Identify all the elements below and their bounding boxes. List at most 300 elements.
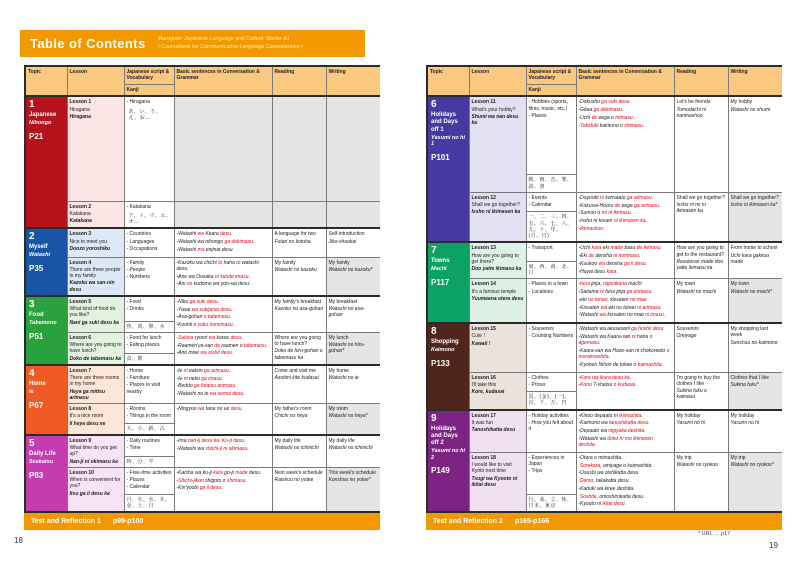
sentence-line xyxy=(579,470,672,476)
sentence-text: , takakatta desu. xyxy=(593,478,630,484)
contents-table xyxy=(24,65,380,513)
grammar-highlight: wa xyxy=(599,312,606,319)
writing-cell xyxy=(326,228,380,257)
lesson-row xyxy=(25,467,380,512)
sentence-text: eakon xyxy=(187,367,205,374)
sentence-text: . xyxy=(624,501,627,508)
sentence-line xyxy=(177,383,270,389)
vocabulary-item: - Katakana xyxy=(126,203,151,210)
script-cell xyxy=(124,296,174,333)
column-header-sentences: Basic sentences in Conversation & Grammar xyxy=(576,66,674,96)
sentences-cell xyxy=(174,257,272,296)
writing-english: From home to school xyxy=(730,245,778,252)
lesson-row xyxy=(427,452,782,512)
column-header-lesson: Lesson xyxy=(469,66,526,96)
sentence-text: -Uchi xyxy=(578,245,592,252)
reading-romaji: Watashi no ichinichi xyxy=(274,445,319,451)
lesson-row xyxy=(427,96,782,192)
sentence-text: jinja, xyxy=(589,281,603,288)
sentence-text: -Kaisha wa ku-ji xyxy=(176,469,214,476)
vocabulary-item: - Rooms xyxy=(126,406,146,412)
script-cell xyxy=(124,365,174,404)
lesson-row xyxy=(25,365,380,404)
sentence-line xyxy=(579,245,672,251)
reading-english: How are you going to get to the restaurant? xyxy=(676,245,725,258)
grammar-highlight: no xyxy=(186,281,193,288)
vocabulary-item: - Languages xyxy=(126,238,155,245)
sentence-text: . xyxy=(247,445,249,452)
topic-romaji: Nihongo xyxy=(29,120,52,127)
vocabulary-item: - Daily routines xyxy=(126,437,160,444)
vocabulary-item: - Places in a town xyxy=(528,281,568,288)
footer-label: Test and Reflection 1 xyxy=(31,518,101,525)
vocabulary-item: - Family xyxy=(126,259,145,266)
kanji-line: 月、火、水、木、金、土、日 xyxy=(125,494,174,512)
grammar-highlight: doko ni mo ikimasen deshita xyxy=(578,435,653,448)
sentence-text: . xyxy=(663,312,666,319)
lesson-title: What kind of food do you like? xyxy=(69,306,116,319)
grammar-highlight: ni sunde imasu xyxy=(214,273,249,280)
lesson-title: It's a famous temple xyxy=(471,288,517,295)
topic-name: Daily Life xyxy=(29,450,56,457)
sentence-line xyxy=(177,247,270,253)
reading-cell xyxy=(272,435,326,468)
sentence-text: . xyxy=(229,314,232,321)
lesson-number: Lesson 11 xyxy=(471,99,496,106)
sentence-text: -Watashi no ie xyxy=(176,391,210,397)
lesson-title: Nice to meet you xyxy=(69,238,108,245)
sentence-text: . xyxy=(616,268,618,275)
sentence-line xyxy=(579,494,672,500)
writing-cell xyxy=(326,257,380,296)
grammar-highlight: ni xyxy=(183,367,188,374)
grammar-highlight: ni xyxy=(599,289,604,295)
lesson-romaji: Doo yatte ikimasu ka xyxy=(471,266,522,272)
sentence-text: desu. xyxy=(247,469,262,476)
grammar-highlight: tabemasu xyxy=(243,342,266,349)
table-body xyxy=(25,96,380,512)
table-header xyxy=(427,66,782,96)
sentence-text: - xyxy=(578,225,581,232)
lesson-number: Lesson 13 xyxy=(471,245,496,252)
grammar-highlight: ni norimasu xyxy=(613,253,640,259)
topic-romaji: Seekatsu xyxy=(29,458,54,465)
grammar-highlight: Shichi-jikan xyxy=(178,477,204,484)
sentence-line xyxy=(579,436,672,449)
kanji-line: 大、小、新、古 xyxy=(125,423,174,434)
sentence-text: kodomo wa yon-sai desu. xyxy=(192,281,251,288)
sentence-line xyxy=(579,455,672,461)
sentence-text: eki no tonari xyxy=(607,304,638,311)
writing-cell xyxy=(728,242,782,279)
sentence-text: -Hayai desu xyxy=(578,268,607,275)
script-cell-content xyxy=(527,243,576,278)
book-subtitle xyxy=(158,36,303,52)
topic-number: 2 xyxy=(29,231,35,243)
grammar-highlight: shimasu xyxy=(624,122,643,129)
sentence-text: -Kinoo depaato ni xyxy=(578,412,620,419)
writing-english: My town xyxy=(730,281,750,288)
topic-cell xyxy=(427,96,469,242)
vocabulary-item: - Transport xyxy=(528,245,553,252)
sentence-text: - xyxy=(578,122,581,129)
grammar-highlight: mo xyxy=(197,246,205,253)
sentence-text: -Ie xyxy=(176,375,184,382)
sentences-cell xyxy=(174,365,272,404)
sentence-line xyxy=(177,281,270,287)
sentence-text: raamen o xyxy=(219,342,244,349)
sentence-text: . xyxy=(243,391,245,397)
reading-romaji: Watashi no ryokoo xyxy=(676,462,718,468)
reading-english: My trip xyxy=(676,454,692,461)
grammar-highlight: kara xyxy=(591,245,602,252)
writing-romaji: Senshuu no kaimono xyxy=(730,339,778,346)
sentence-line xyxy=(177,343,270,349)
sentence-text: - xyxy=(176,334,179,341)
column-header-script xyxy=(124,66,174,96)
sentence-text: . xyxy=(645,218,647,224)
topic-name: Japanese xyxy=(29,112,57,119)
kanji-label: Kanji xyxy=(528,87,541,93)
writing-english: Shall we go together? xyxy=(730,194,779,201)
sentence-text: eega o xyxy=(597,114,616,121)
sentence-line xyxy=(177,299,270,305)
topic-page: P133 xyxy=(431,358,450,368)
writing-romaji: Watashi no heya* xyxy=(328,413,368,420)
sentences-cell xyxy=(174,467,272,512)
grammar-highlight: wa sukijanai desu xyxy=(191,306,232,313)
reading-cell xyxy=(272,404,326,435)
script-cell-content xyxy=(125,436,174,467)
lesson-row xyxy=(25,332,380,365)
sentence-text: . xyxy=(241,334,243,341)
writing-cell xyxy=(728,452,782,512)
grammar-highlight: ga arimasu xyxy=(634,202,659,209)
vocabulary-item: - Experiences in Japan xyxy=(528,454,565,467)
kanji-label: Kanji xyxy=(126,87,139,93)
lesson-romaji: Doko de tabemasu ka xyxy=(69,355,121,362)
topic-romaji: Yasumi no hi 2 xyxy=(431,448,466,461)
grammar-highlight: nigiyaka deshita xyxy=(608,428,645,434)
sentence-text: -Depaato wa xyxy=(578,428,609,434)
lesson-cell xyxy=(469,410,526,453)
vocabulary-item: - Numbers xyxy=(126,274,150,280)
column-header-writing: Writing xyxy=(728,66,782,96)
vocabulary-item: - Eating places xyxy=(126,342,160,348)
topic-page: P117 xyxy=(431,278,450,288)
sentence-text: . xyxy=(244,437,246,444)
lesson-number: Lesson 5 xyxy=(69,298,92,305)
writing-english: My holiday xyxy=(730,412,755,419)
vocabulary-list xyxy=(125,366,174,398)
lesson-row xyxy=(25,257,380,296)
grammar-highlight: kara xyxy=(606,268,617,275)
grammar-highlight: Sukina xyxy=(178,334,194,341)
vocabulary-list xyxy=(125,297,174,316)
sentence-text: . xyxy=(630,210,632,217)
sentence-text: haha xyxy=(222,259,237,266)
script-cell-content xyxy=(125,202,174,228)
writing-cell xyxy=(326,296,380,333)
sentences-cell xyxy=(576,372,674,410)
lesson-number: Lesson 7 xyxy=(69,367,92,374)
kanji-line: 東、西、南、北、口 xyxy=(527,261,576,279)
grammar-highlight: yoku nomimasu xyxy=(197,322,233,328)
sentence-text: -Sumoo o xyxy=(578,210,602,217)
lesson-number: Lesson 1 xyxy=(69,99,92,106)
vocabulary-list xyxy=(527,97,576,122)
writing-cell xyxy=(326,365,380,404)
sentence-line xyxy=(177,391,270,397)
vocabulary-item: - Hobbies (sports, films, music, etc.) xyxy=(528,99,568,112)
sentence-text: . xyxy=(221,485,223,492)
vocabulary-item: - Places xyxy=(528,112,547,119)
column-header-topic: Topic xyxy=(25,66,67,96)
sentences-cell xyxy=(576,242,674,279)
sentence-text: . xyxy=(629,99,631,106)
sentence-text: . xyxy=(217,298,220,305)
reading-english: A language for two xyxy=(274,231,316,238)
writing-romaji: Uchi kara gakkoo made xyxy=(730,252,770,265)
vocabulary-list xyxy=(125,202,174,213)
lesson-cell xyxy=(67,365,124,404)
lesson-romaji: Yuumeena otera desu xyxy=(471,295,524,302)
grammar-highlight: Soshite xyxy=(579,493,597,500)
sentence-line xyxy=(579,478,672,484)
topic-cell xyxy=(25,365,67,435)
grammar-highlight: ni ikimasen ka xyxy=(613,218,646,224)
reading-english: Next week's schedule xyxy=(274,469,323,476)
grammar-highlight: to xyxy=(236,259,241,266)
script-cell-content xyxy=(125,297,174,332)
grammar-highlight: wa semai desu xyxy=(209,391,244,397)
lesson-title: What time do you get up? xyxy=(69,445,117,458)
sentence-text: . xyxy=(644,428,646,434)
sentences-cell xyxy=(174,296,272,333)
writing-cell xyxy=(728,192,782,242)
sentence-text: . xyxy=(232,322,235,328)
column-header-topic: Topic xyxy=(427,66,469,96)
sentences-cell xyxy=(174,404,272,435)
lesson-cell xyxy=(67,257,124,296)
sentence-text: . xyxy=(231,306,233,313)
footer-pages: p165-p166 xyxy=(514,518,550,525)
lesson-romaji: Nani ga suki desu ka xyxy=(69,319,119,326)
sentence-text: . xyxy=(660,245,662,252)
script-cell-content xyxy=(125,333,174,364)
writing-romaji: Watashi no asa-gohan xyxy=(328,306,365,319)
script-cell-content xyxy=(527,373,576,409)
lesson-romaji: Kawaii ! xyxy=(471,340,491,347)
reading-romaji: Tomodachi ni narimashoo xyxy=(676,106,707,119)
topic-cell xyxy=(25,228,67,296)
reading-english: I'm going to buy the clothes I like xyxy=(676,374,720,387)
grammar-highlight: ga futatsu arimasu xyxy=(194,383,236,390)
kana-line: ア、イ、ウ、エ、オ… xyxy=(128,212,172,225)
kanji-line: 映、画、音、楽、読、書 xyxy=(527,174,576,192)
reading-romaji: Raishuu no yotee xyxy=(274,477,314,483)
lesson-title: I would like to visit Kyoto next time xyxy=(471,462,512,475)
topic-cell xyxy=(25,296,67,365)
lesson-title: Cute ! xyxy=(471,333,485,340)
sentence-line xyxy=(579,218,672,224)
writing-english: Self-introduction xyxy=(328,231,365,238)
sentence-line xyxy=(579,289,672,295)
lesson-number: Lesson 16 xyxy=(471,374,496,381)
reading-cell xyxy=(674,452,728,512)
grammar-highlight: ikimashita xyxy=(619,412,642,419)
column-header-writing: Writing xyxy=(326,66,380,96)
lesson-romaji: Hiragana xyxy=(69,113,91,120)
grammar-highlight: wa xyxy=(197,231,204,238)
lesson-cell xyxy=(67,435,124,468)
sentences-cell xyxy=(174,228,272,257)
sentence-text: . xyxy=(241,406,243,412)
sentence-text: -Raamen'ya-san xyxy=(176,342,215,349)
topic-page: P21 xyxy=(29,132,44,142)
sentences-cell xyxy=(174,201,272,228)
lesson-romaji: Kazoku wa san-nin desu xyxy=(69,280,115,293)
lesson-romaji: Shumi wa nan desu ka xyxy=(471,113,519,126)
sentence-line xyxy=(579,297,672,303)
grammar-highlight: de xyxy=(214,342,220,349)
lesson-cell xyxy=(67,296,124,333)
reading-english: Where are you going to have lunch? xyxy=(274,334,321,347)
sentence-text: -Eki xyxy=(578,253,589,259)
reading-romaji: Resutoran made doo yatte ikimasu ka xyxy=(676,258,724,271)
sentence-text: kissaten no mae xyxy=(605,312,646,319)
sentence-text: -Koohii o xyxy=(176,322,198,328)
vocabulary-item: - Food for lunch xyxy=(126,334,162,341)
sentence-text: neko xyxy=(187,375,202,382)
topic-romaji: Machi xyxy=(431,266,447,273)
footer-label: Test and Reflection 2 xyxy=(433,518,503,525)
script-cell xyxy=(526,372,576,410)
sentence-line xyxy=(177,260,270,273)
page-number-right: 19 xyxy=(769,541,778,550)
reading-english: My holiday xyxy=(676,412,701,419)
lesson-row xyxy=(427,410,782,453)
reading-cell xyxy=(674,279,728,323)
lesson-row xyxy=(427,192,782,242)
writing-english: My home xyxy=(328,367,350,374)
lesson-romaji: Katakana xyxy=(69,218,92,224)
lesson-title: Shall we go together? xyxy=(471,202,520,208)
lesson-row xyxy=(25,228,380,257)
sentence-line xyxy=(177,438,270,444)
vocabulary-item: - Places to visit nearby xyxy=(126,382,161,395)
sentences-cell xyxy=(174,435,272,468)
reading-cell xyxy=(674,372,728,410)
lesson-cell xyxy=(469,192,526,242)
sentence-text: shigoto o xyxy=(203,477,227,484)
topic-name: Shopping xyxy=(431,339,459,345)
contents-table-right xyxy=(426,65,782,513)
lesson-row xyxy=(25,201,380,228)
sentence-text: -Kabuki wa kiree deshita. xyxy=(578,485,635,492)
column-header-sentences: Basic sentences in Conversation & Grammar xyxy=(174,66,272,96)
lesson-number: Lesson 18 xyxy=(471,454,496,461)
topic-number: 8 xyxy=(431,326,437,337)
sentence-line xyxy=(579,305,672,311)
lesson-number: Lesson 8 xyxy=(69,406,92,412)
sentence-line xyxy=(177,322,270,328)
grammar-highlight: Demo xyxy=(579,478,594,484)
kanji-line: 買、(金)、(一)、百、千、万、円 xyxy=(527,391,576,409)
sentence-text: -Ima xyxy=(176,437,188,444)
script-vocabulary-label: Japanese script & Vocabulary xyxy=(527,67,576,85)
lesson-cell xyxy=(67,332,124,365)
script-cell-content xyxy=(527,193,576,242)
sentence-line xyxy=(579,226,672,232)
sentence-text: . xyxy=(599,340,601,346)
sentence-text: , omiyage o kaimashita. xyxy=(600,462,653,469)
writing-english: Clothes that I like xyxy=(730,374,769,381)
sentence-line xyxy=(177,335,270,341)
grammar-highlight: Kore wa ikura desu ka. xyxy=(580,374,632,381)
reading-romaji: Watashi no kazoku xyxy=(274,266,317,273)
lesson-row xyxy=(427,372,782,410)
vocabulary-item: - People xyxy=(126,266,146,273)
sentence-line xyxy=(177,478,270,484)
sentence-text: , omoshirokatta desu. xyxy=(596,493,645,500)
topic-page: P67 xyxy=(29,400,44,410)
writing-cell xyxy=(326,404,380,435)
lesson-number: Lesson 14 xyxy=(471,281,496,288)
grammar-highlight: kara xyxy=(213,469,223,476)
reading-cell xyxy=(272,96,326,201)
grammar-highlight: wa xyxy=(598,260,605,267)
vocabulary-list xyxy=(527,373,576,392)
lesson-cell xyxy=(67,201,124,228)
sentence-text: . xyxy=(641,412,643,419)
sentence-line xyxy=(177,376,270,382)
grammar-highlight: Ikimashoo. xyxy=(580,225,605,232)
sentence-line xyxy=(579,362,672,368)
lesson-number: Lesson 3 xyxy=(69,231,92,238)
grammar-highlight: nan-ji desu ka. Ku-ji desu xyxy=(187,437,245,444)
sentence-line xyxy=(579,420,672,426)
grammar-highlight: o kudasai xyxy=(613,382,636,389)
script-cell xyxy=(124,257,174,296)
reading-cell xyxy=(272,228,326,257)
sentence-line xyxy=(579,115,672,121)
lesson-romaji: Nan-ji ni okimasu ka xyxy=(69,458,118,465)
reading-cell xyxy=(272,467,326,512)
contents-table xyxy=(426,65,782,513)
writing-romaji: Watashi no ichinichi xyxy=(328,445,373,451)
sentence-text: T-shatsu xyxy=(591,382,614,389)
reading-cell xyxy=(272,332,326,365)
reading-romaji: Futari no kotoba xyxy=(274,238,311,245)
sentence-line xyxy=(579,203,672,209)
script-cell-content xyxy=(125,97,174,200)
vocabulary-item: - Food xyxy=(126,298,141,305)
sentence-text: . xyxy=(651,194,654,201)
vocabulary-list xyxy=(527,411,576,436)
topic-cell xyxy=(25,435,67,512)
lesson-cell xyxy=(67,96,124,201)
sentence-text: -Yasai xyxy=(176,306,192,313)
writing-english: My hobby xyxy=(730,99,753,106)
sentence-line xyxy=(579,261,672,267)
grammar-highlight: no tonari xyxy=(587,296,608,303)
grammar-highlight: de ikimasu xyxy=(636,245,661,252)
sentence-line xyxy=(579,382,672,388)
topic-cell xyxy=(25,96,67,228)
script-cell-content xyxy=(527,324,576,372)
sentence-text: -Gitaa xyxy=(578,107,594,113)
